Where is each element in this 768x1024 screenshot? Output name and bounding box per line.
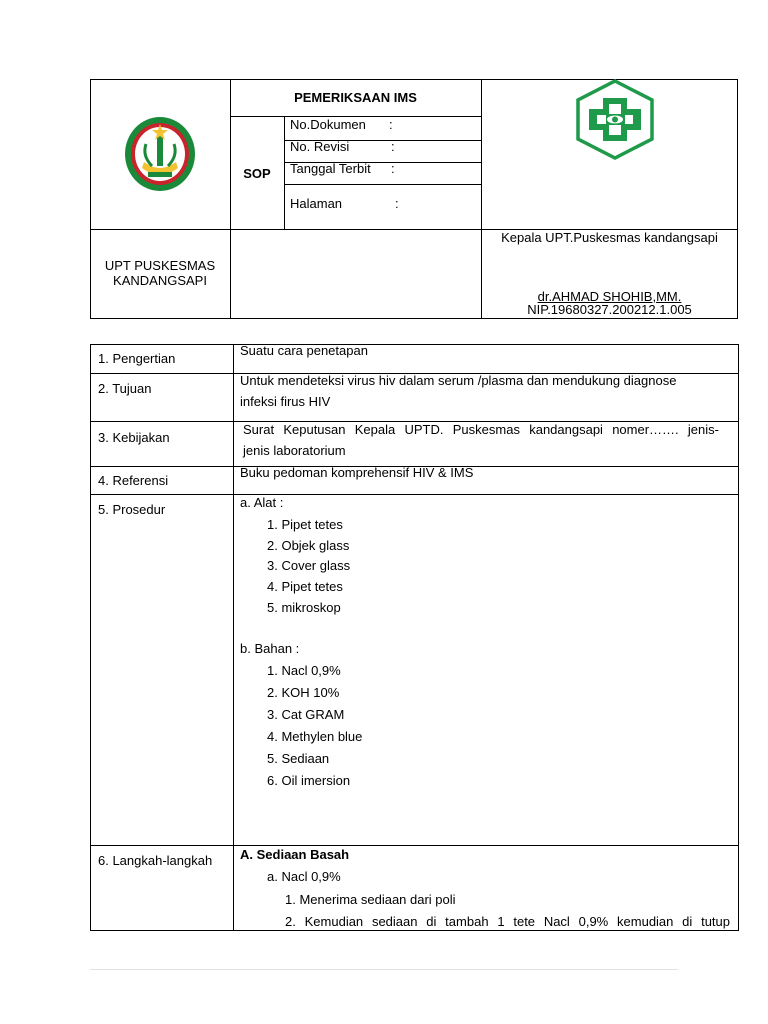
list-item: 2. Objek glass [267,538,350,553]
row-referensi-label: 4. Referensi [98,473,169,488]
list-item: 2. KOH 10% [267,685,340,700]
list-item: 5. Sediaan [267,751,330,766]
row-prosedur-label: 5. Prosedur [98,502,166,517]
row-kebijakan-text-line1: Surat Keputusan Kepala UPTD. Puskesmas kandangsapi nomer……. jenis- [243,422,719,437]
row-langkah-label: 6. Langkah-langkah [98,853,213,868]
langkah-step-2: 2. Kemudian sediaan di tambah 1 tete Nacl 0,9% kemudian di tutup [285,914,730,929]
row-kebijakan-text-line2: jenis laboratorium [243,443,346,458]
org-name-line2: KANDANGSAPI [113,273,207,288]
row-pengertian-text: Suatu cara penetapan [240,343,368,358]
field-no-revisi-label: No. Revisi [290,139,350,154]
list-item: 6. Oil imersion [267,773,351,788]
field-no-dokumen-label: No.Dokumen [290,117,366,132]
list-item: 5. mikroskop [267,600,341,615]
list-item: 3. Cat GRAM [267,707,345,722]
row-tujuan-label: 2. Tujuan [98,381,152,396]
row-tujuan-text-line2: infeksi firus HIV [240,394,331,409]
head-nip: NIP.19680327.200212.1.005 [527,302,692,317]
footer-divider [90,969,678,970]
list-item: 4. Methylen blue [267,729,363,744]
langkah-step-1: 1. Menerima sediaan dari poli [285,892,456,907]
sop-label: SOP [243,166,271,181]
regional-emblem-logo [122,116,198,192]
document-title: PEMERIKSAAN IMS [294,90,417,105]
field-halaman-label: Halaman [290,196,343,211]
list-item: 1. Pipet tetes [267,517,343,532]
field-tanggal-terbit-label: Tanggal Terbit [290,161,371,176]
org-name-line1: UPT PUSKESMAS [104,258,216,273]
field-tanggal-terbit-sep: : [391,161,395,176]
alat-title: a. Alat : [240,495,284,510]
head-title: Kepala UPT.Puskesmas kandangsapi [501,230,718,245]
field-no-dokumen-sep: : [389,117,393,132]
list-item: 4. Pipet tetes [267,579,343,594]
list-item: 3. Cover glass [267,558,351,573]
langkah-sub-title: a. Nacl 0,9% [267,869,341,884]
row-tujuan-text-line1: Untuk mendeteksi virus hiv dalam serum /plasma dan mendukung diagnose [240,373,677,388]
list-item: 1. Nacl 0,9% [267,663,341,678]
field-halaman-sep: : [395,196,399,211]
field-no-revisi-sep: : [391,139,395,154]
row-referensi-text: Buku pedoman komprehensif HIV & IMS [240,465,474,480]
row-kebijakan-label: 3. Kebijakan [98,430,170,445]
langkah-section-title: A. Sediaan Basah [240,847,350,862]
head-name: dr.AHMAD SHOHIB,MM. [537,289,682,304]
puskesmas-logo [573,78,657,162]
row-pengertian-label: 1. Pengertian [98,351,176,366]
bahan-title: b. Bahan : [240,641,300,656]
